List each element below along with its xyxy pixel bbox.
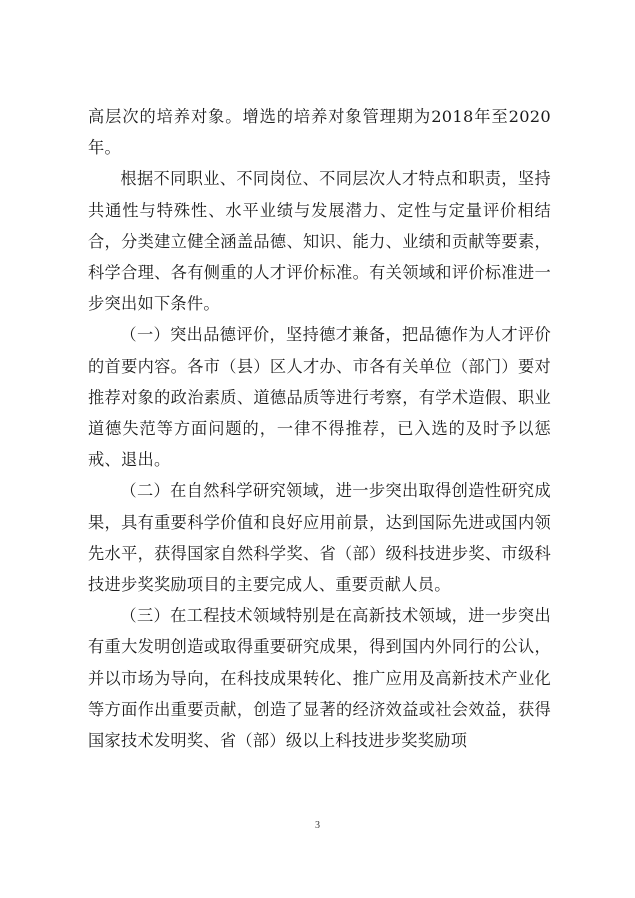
body-text (88, 101, 551, 756)
paragraph-continuation: 高层次的培养对象。增选的培养对象管理期为2018年至2020年。 (88, 107, 551, 158)
paragraph-item-2-natural-science: （二）在自然科学研究领域，进一步突出取得创造性研究成果，具有重要科学价值和良好应用前景，达到国际先进或国内领先水平，获得国家自然科学奖、省（部）级科技进步奖、市级科技进步奖奖励项目的主要完成人、重要贡献人员。 (88, 481, 551, 595)
page-number: 3 (315, 820, 320, 831)
paragraph-item-1-moral-evaluation: （一）突出品德评价，坚持德才兼备，把品德作为人才评价的首要内容。各市（县）区人才办、市各有关单位（部门）要对推荐对象的政治素质、道德品质等进行考察，有学术造假、职业道德失范等方面问题的，一律不得推荐，已入选的及时予以惩戒、退出。 (88, 325, 551, 470)
paragraph-item-3-engineering: （三）在工程技术领域特别是在高新技术领域，进一步突出有重大发明创造或取得重要研究成果，得到国内外同行的公认，并以市场为导向，在科技成果转化、推广应用及高新技术产业化等方面作出重要贡献，创造了显著的经济效益或社会效益，获得国家技术发明奖、省（部）级以上科技进步奖奖励项 (88, 606, 551, 751)
paragraph-evaluation-standards: 根据不同职业、不同岗位、不同层次人才特点和职责，坚持共通性与特殊性、水平业绩与发展潜力、定性与定量评价相结合，分类建立健全涵盖品德、知识、能力、业绩和贡献等要素，科学合理、各有侧重的人才评价标准。有关领域和评价标准进一步突出如下条件。 (88, 169, 551, 314)
